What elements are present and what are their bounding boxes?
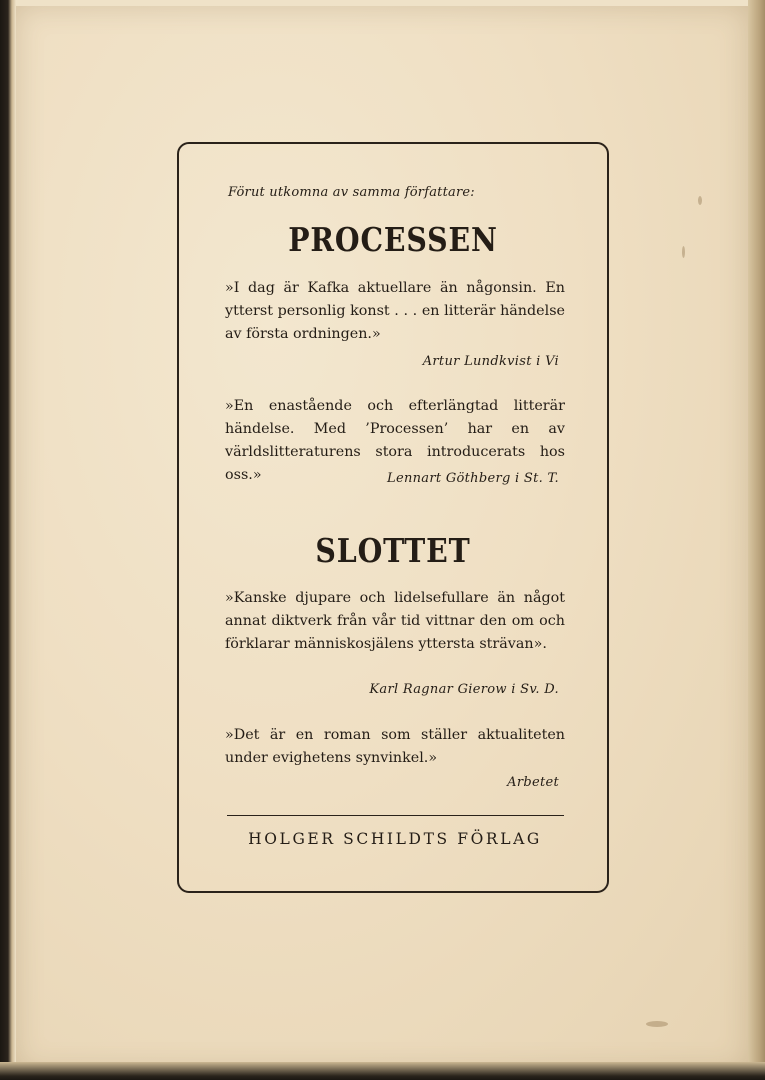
publisher-name: HOLGER SCHILDTS FÖRLAG <box>248 830 542 848</box>
review-quote: »Kanske djupare och lidelsefullare än något annat diktverk från vår tid vittnar den om och förklarar människosjälens yttersta strävan». <box>225 590 565 652</box>
review-attribution: Arbetet <box>507 775 559 790</box>
review-quote: »I dag är Kafka aktuellare än någonsin. En ytterst personlig konst . . . en litterär händelse av första ordningen.» <box>225 280 565 342</box>
review-attribution: Lennart Göthberg i St. T. <box>387 471 559 486</box>
advertisement-frame <box>177 142 609 893</box>
paper-stain <box>698 196 702 205</box>
divider-rule <box>227 815 564 816</box>
review-attribution: Karl Ragnar Gierow i Sv. D. <box>369 682 559 697</box>
review-quote: »Det är en roman som ställer aktualiteten under evighetens synvinkel.» <box>225 727 565 766</box>
bottom-shadow <box>0 1062 765 1080</box>
page-edges <box>748 0 765 1080</box>
intro-line: Förut utkomna av samma författare: <box>228 185 475 200</box>
paper-stain <box>682 246 685 258</box>
binding-edge <box>0 0 16 1080</box>
paper-stain <box>646 1021 668 1027</box>
review-attribution: Artur Lundkvist i Vi <box>422 354 559 369</box>
review-quote: »En enastående och efterlängtad litterär händelse. Med ’Processen’ har en av världslitteraturens stora introducerats hos oss.» <box>225 398 565 483</box>
book-title-processen: PROCESSEN <box>288 220 498 259</box>
book-title-slottet: SLOTTET <box>315 531 471 570</box>
